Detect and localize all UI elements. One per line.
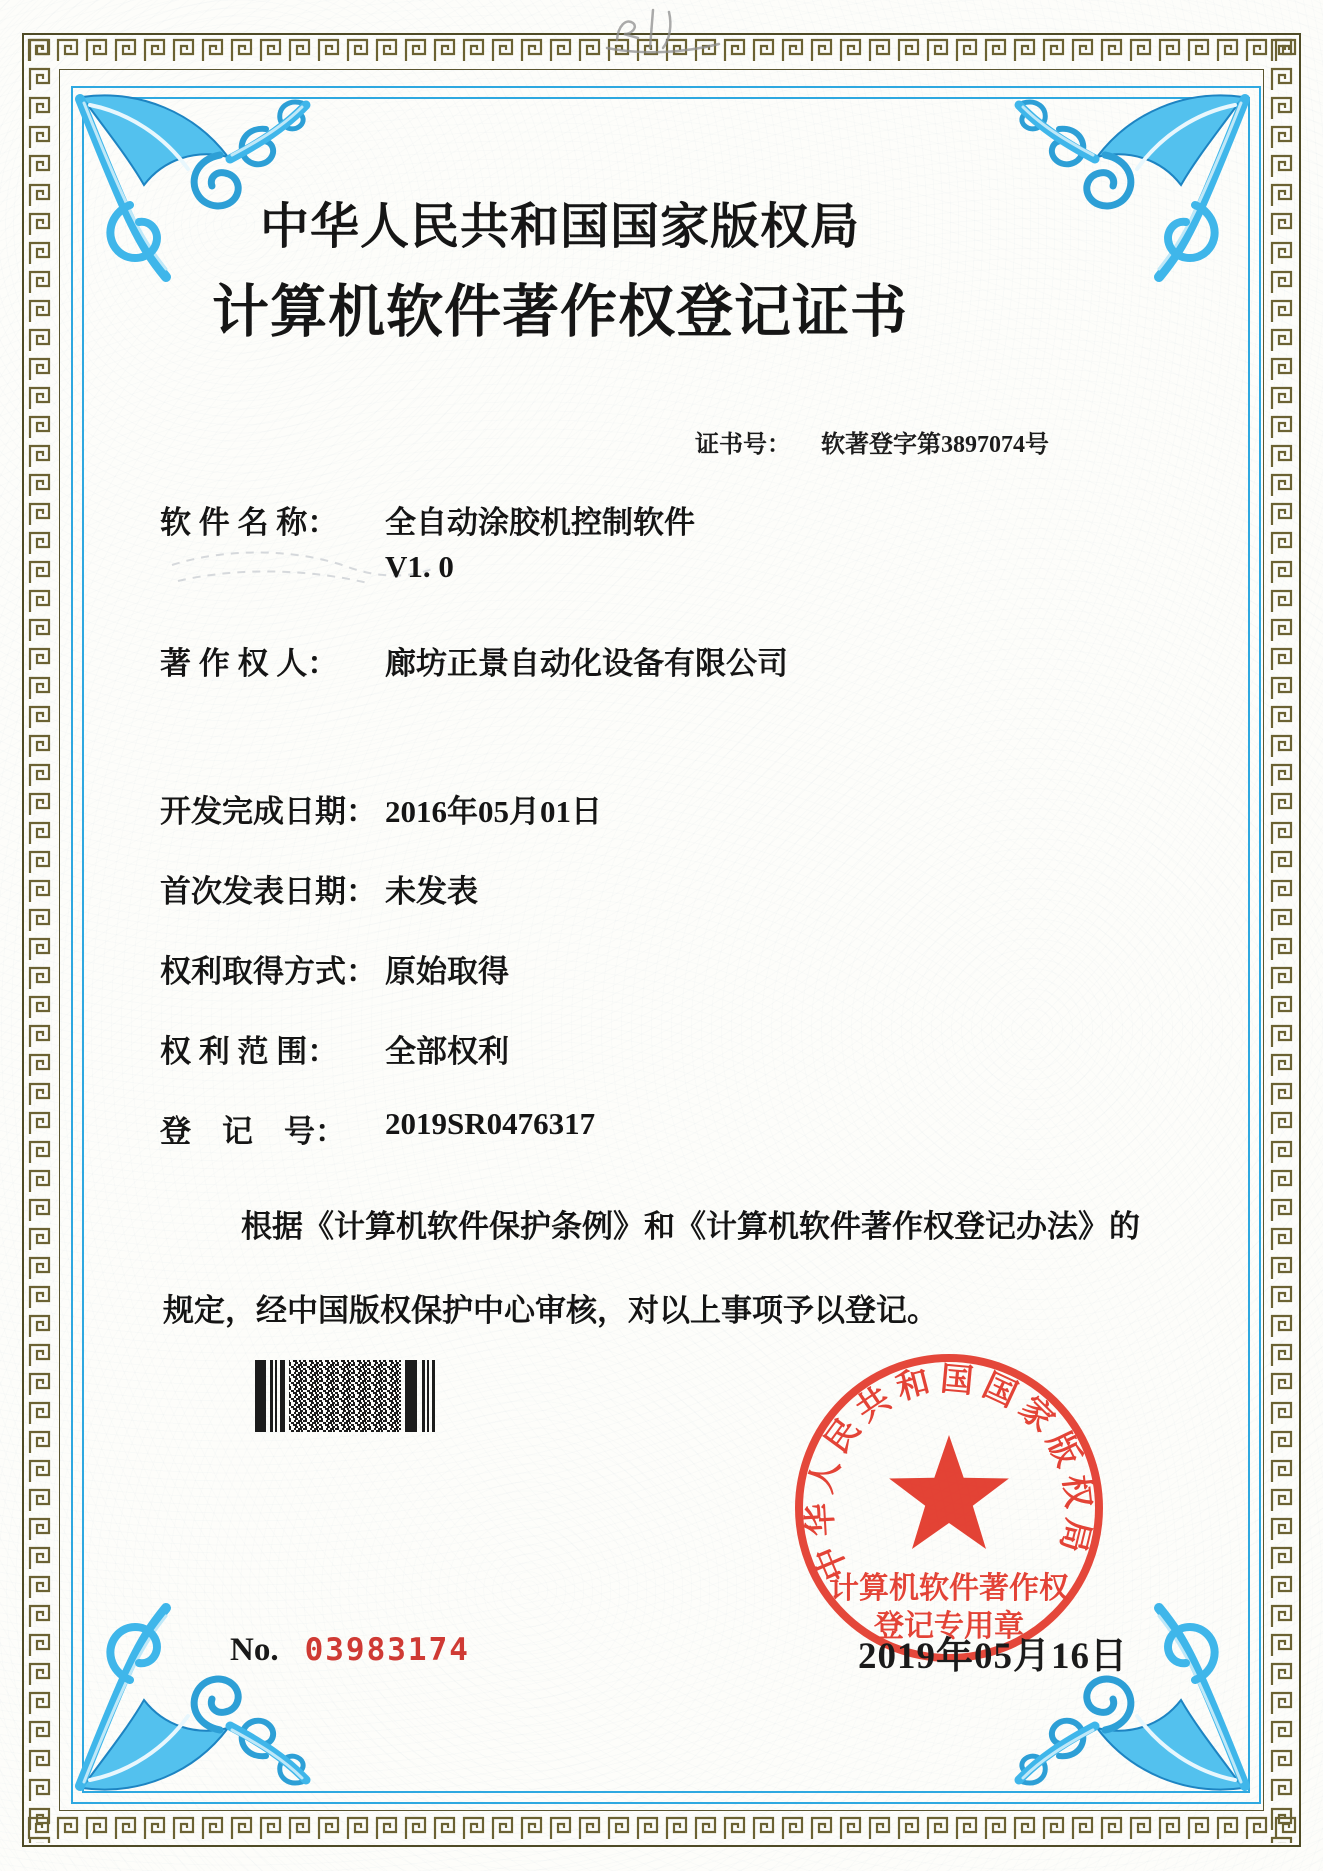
field-label: 著 作 权 人： <box>160 646 339 681</box>
greek-key-border-bottom <box>24 1813 1297 1843</box>
field-value: 2016年05月01日 <box>385 794 602 829</box>
pen-scribble-icon <box>595 2 735 60</box>
field-label: 权利取得方式： <box>160 954 377 989</box>
field-value: 2019SR0476317 <box>385 1106 596 1141</box>
authority-title: 中华人民共和国国家版权局 <box>259 199 860 254</box>
field-label: 首次发表日期： <box>160 874 377 909</box>
certificate-title: 计算机软件著作权登记证书 <box>212 281 908 344</box>
official-seal <box>782 1340 1116 1674</box>
seal-star-icon <box>889 1435 1009 1549</box>
issue-date: 2019年05月16日 <box>858 1636 1128 1677</box>
field-label: 登 记 号： <box>160 1114 346 1149</box>
field-label: 权 利 范 围： <box>160 1034 339 1069</box>
field-value: 原始取得 <box>385 954 509 989</box>
certificate-number-line <box>695 424 1049 459</box>
field-value: 廊坊正景自动化设备有限公司 <box>385 646 788 681</box>
certificate-number-value: 软著登字第3897074号 <box>821 432 1049 458</box>
serial-number-line <box>230 1632 470 1669</box>
field-value: 全自动涂胶机控制软件 <box>385 505 695 540</box>
seal-text-line-1: 计算机软件著作权 <box>829 1572 1069 1605</box>
serial-prefix: No. <box>230 1632 279 1668</box>
field-value: 全部权利 <box>385 1034 509 1069</box>
registration-statement <box>163 1185 1193 1353</box>
statement-line-2: 规定，经中国版权保护中心审核，对以上事项予以登记。 <box>163 1293 938 1328</box>
field-label: 软 件 名 称： <box>160 505 339 540</box>
statement-line-1: 根据《计算机软件保护条例》和《计算机软件著作权登记办法》的 <box>241 1209 1140 1244</box>
greek-key-border-right <box>1267 35 1297 1843</box>
field-label: 开发完成日期： <box>160 794 377 829</box>
barcode-icon <box>255 1360 443 1436</box>
serial-number: 03983174 <box>304 1632 470 1668</box>
field-value: 未发表 <box>385 874 478 909</box>
seal-arc-text: 中华人民共和国国家版权局 <box>802 1361 1097 1585</box>
certificate-number-label: 证书号： <box>695 432 791 458</box>
corner-flourish-icon <box>70 1600 320 1800</box>
seal-text-line-2: 登记专用章 <box>874 1610 1024 1643</box>
field-value: V1. 0 <box>385 549 454 584</box>
